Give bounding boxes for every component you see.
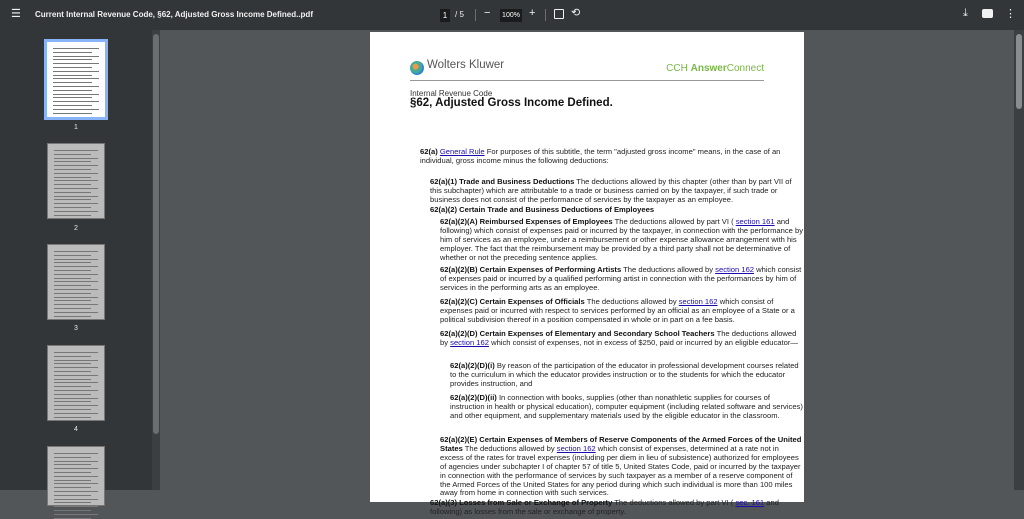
thumbnail-text-line bbox=[53, 59, 92, 60]
thumbnail-label: 3 bbox=[74, 325, 78, 332]
section-link[interactable]: sec. 161 bbox=[735, 498, 765, 507]
section-text: which consist of expenses, determined at a rate not in excess of the rates for travel expenses (including per diem in lieu of subsistence) authorized for employees of agencies under subchapter I of chapter 57 of title 5, United States Code, paid or incurred by the taxpayer in connection with the performance of services by such taxpayer as a member of a reserve component of the Armed Forces of the United States for any period during which such individual is more than 100 miles away from home in connection with such services. bbox=[440, 443, 801, 498]
thumbnail-text-line bbox=[54, 158, 98, 159]
section-paragraph bbox=[430, 499, 804, 517]
section-paragraph bbox=[420, 148, 800, 166]
section-text: and following) which consist of expenses paid or incurred by the taxpayer, in connection with the performance by him of services as an employee, under a reimbursement or other expense allowance arrangement with his employer. The fact that the reimbursement may be provided by a third party shall not be determinative of whether or not the preceding sentence applies. bbox=[440, 217, 804, 262]
thumbnail-text-line bbox=[54, 203, 98, 204]
section-label: 62(a)(2)(E) Certain Expenses of Members of Reserve Components of the Armed Forces of the United States bbox=[440, 435, 802, 453]
thumbnail-text-line bbox=[54, 308, 91, 309]
thumbnail-text-line bbox=[54, 215, 91, 216]
section-paragraph bbox=[440, 298, 804, 325]
thumbnail-page-2[interactable] bbox=[47, 143, 105, 219]
thumbnail-text-line bbox=[54, 510, 91, 511]
thumbnail-text-line bbox=[54, 278, 91, 279]
thumbnail-text-line bbox=[53, 75, 92, 76]
thumbnail-text-line bbox=[54, 401, 91, 402]
zoom-out-button[interactable]: − bbox=[484, 7, 491, 19]
thumbnail-text-line bbox=[54, 173, 98, 174]
thumbnail-text-line bbox=[54, 270, 91, 271]
thumbnail-text-line bbox=[54, 165, 98, 166]
thumbnail-text-line bbox=[54, 293, 91, 294]
thumbnail-text-line bbox=[54, 289, 98, 290]
rotate-icon[interactable]: ⟲ bbox=[571, 7, 581, 19]
thumbnail-text-line bbox=[54, 502, 91, 503]
section-paragraph bbox=[430, 206, 804, 215]
section-label: 62(a)(2)(D)(i) bbox=[450, 361, 495, 370]
thumbnail-text-line bbox=[53, 67, 92, 68]
section-label: 62(a)(2)(D) Certain Expenses of Elementary and Secondary School Teachers bbox=[440, 329, 715, 338]
thumbnail-text-line bbox=[54, 506, 98, 507]
thumbnail-text-line bbox=[54, 518, 91, 519]
section-label: 62(a)(2)(B) Certain Expenses of Performing Artists bbox=[440, 265, 622, 274]
thumbnail-text-line bbox=[53, 52, 92, 53]
thumbnail-text-line bbox=[54, 413, 98, 414]
section-link[interactable]: section 161 bbox=[735, 217, 775, 226]
thumbnail-text-line bbox=[54, 468, 98, 469]
section-label: 62(a)(2)(A) Reimbursed Expenses of Employees bbox=[440, 217, 613, 226]
logo-right bbox=[666, 65, 764, 74]
section-text: The deductions allowed by this chapter (other than by part VII of this subchapter) which are attributable to a trade or business carried on by the taxpayer, if such trade or business does not consist of the performance of services by the taxpayer as an employee. bbox=[430, 177, 792, 204]
section-label: 62(a)(1) Trade and Business Deductions bbox=[430, 177, 575, 186]
thumbnail-text-line bbox=[54, 476, 98, 477]
thumbnail-label: 2 bbox=[74, 225, 78, 232]
thumbnail-text-line bbox=[54, 367, 98, 368]
zoom-in-button[interactable]: + bbox=[529, 7, 536, 19]
thumbnail-text-line bbox=[54, 199, 91, 200]
print-icon[interactable] bbox=[982, 9, 993, 18]
thumbnail-text-line bbox=[54, 405, 98, 406]
section-text: which consist of expenses paid or incurred with respect to services performed by an official as an employee of a State or a political subdivision thereof in a position compensated in whole or in part on a fee basis. bbox=[440, 297, 795, 324]
thumbnail-label: 4 bbox=[74, 426, 78, 433]
section-link[interactable]: General Rule bbox=[439, 147, 485, 156]
thumbnail-text-line bbox=[53, 82, 92, 83]
section-label: 62(a) bbox=[420, 147, 438, 156]
thumbnail-label: 1 bbox=[74, 124, 78, 131]
thumbnail-text-line bbox=[53, 90, 92, 91]
thumbnail-page-4[interactable] bbox=[47, 345, 105, 421]
thumbnail-text-line bbox=[54, 483, 98, 484]
thumbnail-text-line bbox=[54, 379, 91, 380]
header-rule bbox=[410, 80, 764, 81]
thumbnail-text-line bbox=[54, 274, 98, 275]
hamburger-icon[interactable]: ☰ bbox=[11, 8, 21, 20]
section-label: 62(a)(2)(D)(ii) bbox=[450, 393, 497, 402]
section-text: which consist of expenses, not in excess of $250, paid or incurred by an eligible educator— bbox=[488, 337, 798, 347]
thumbnail-text-line bbox=[53, 86, 99, 87]
thumbnail-text-line bbox=[54, 255, 91, 256]
section-paragraph bbox=[430, 178, 804, 205]
section-text: The deductions allowed by bbox=[462, 443, 557, 453]
thumbnail-text-line bbox=[54, 192, 91, 193]
thumbnail-text-line bbox=[53, 78, 99, 79]
thumbnail-text-line bbox=[53, 97, 92, 98]
thumbnail-text-line bbox=[54, 514, 98, 515]
thumbnail-text-line bbox=[54, 154, 91, 155]
thumbnail-page-1[interactable] bbox=[44, 39, 108, 120]
thumbnail-text-line bbox=[54, 491, 98, 492]
doc-kicker: Internal Revenue Code bbox=[410, 89, 493, 98]
thumbnail-text-line bbox=[54, 495, 91, 496]
divider bbox=[475, 9, 476, 21]
thumbnail-text-line bbox=[54, 398, 98, 399]
document-title: Current Internal Revenue Code, §62, Adjusted Gross Income Defined..pdf bbox=[35, 10, 313, 19]
thumbnail-text-line bbox=[53, 63, 99, 64]
thumbnail-text-line bbox=[54, 360, 98, 361]
section-link[interactable]: section 162 bbox=[556, 443, 596, 453]
thumbnail-text-line bbox=[54, 394, 91, 395]
section-text: The deductions allowed by bbox=[621, 265, 716, 274]
wolters-kluwer-logo-icon bbox=[410, 61, 424, 75]
thumbnail-text-line bbox=[54, 390, 98, 391]
section-paragraph bbox=[440, 436, 804, 498]
section-text: The deductions allowed by part VI ( bbox=[612, 217, 736, 226]
section-paragraph bbox=[440, 266, 804, 293]
thumbnail-text-line bbox=[54, 352, 98, 353]
section-text: The deductions allowed by bbox=[584, 297, 679, 306]
thumbnail-text-line bbox=[54, 363, 91, 364]
toolbar bbox=[0, 0, 1024, 30]
thumbnail-text-line bbox=[54, 453, 98, 454]
section-paragraph bbox=[450, 394, 804, 421]
thumbnail-text-line bbox=[54, 207, 91, 208]
logo-connect: Connect bbox=[726, 63, 764, 74]
thumbnail-text-line bbox=[54, 161, 91, 162]
doc-title: §62, Adjusted Gross Income Defined. bbox=[410, 97, 613, 109]
thumbnail-text-line bbox=[54, 177, 91, 178]
thumbnail-text-line bbox=[54, 461, 98, 462]
thumbnail-text-line bbox=[54, 262, 91, 263]
logo-answer: Answer bbox=[690, 63, 727, 74]
section-paragraph bbox=[450, 362, 804, 389]
thumbnail-text-line bbox=[54, 180, 98, 181]
thumbnail-text-line bbox=[54, 196, 98, 197]
thumbnail-text-line bbox=[54, 382, 98, 383]
thumbnail-text-line bbox=[54, 386, 91, 387]
section-text: For purposes of this subtitle, the term "adjusted gross income" means, in the case of an individual, gross income minus the following deductions: bbox=[420, 147, 781, 165]
thumbnail-text-line bbox=[54, 259, 98, 260]
thumbnail-text-line bbox=[54, 312, 98, 313]
thumbnail-text-line bbox=[54, 480, 91, 481]
thumbnail-text-line bbox=[54, 356, 91, 357]
section-link[interactable]: section 162 bbox=[450, 337, 489, 347]
thumbnail-text-line bbox=[54, 184, 91, 185]
thumbnail-text-line bbox=[54, 281, 98, 282]
thumbnail-text-line bbox=[53, 113, 92, 114]
thumbnail-text-line bbox=[54, 188, 98, 189]
thumbnail-text-line bbox=[53, 105, 92, 106]
thumbnail-text-line bbox=[54, 316, 91, 317]
fit-page-icon[interactable] bbox=[554, 9, 564, 19]
main-scroll-thumb[interactable] bbox=[1016, 34, 1022, 109]
thumbnail-text-line bbox=[54, 150, 98, 151]
zoom-input[interactable]: 100% bbox=[500, 9, 522, 22]
section-label: 62(a)(3) Losses from Sale or Exchange of Property bbox=[430, 498, 613, 507]
section-text: and following) as losses from the sale or exchange of property. bbox=[430, 498, 779, 516]
section-link[interactable]: section 162 bbox=[715, 265, 755, 274]
divider bbox=[545, 9, 546, 21]
section-label: 62(a)(2) Certain Trade and Business Deductions of Employees bbox=[430, 205, 655, 214]
section-text: In connection with books, supplies (other than nonathletic supplies for courses of instruction in health or physical education), computer equipment (including related software and services) and other equipment, and supplementary materials used by the eligible educator in the classroom. bbox=[450, 393, 803, 420]
thumbnail-text-line bbox=[53, 94, 99, 95]
thumbnail-text-line bbox=[53, 71, 99, 72]
section-label: 62(a)(2)(C) Certain Expenses of Officials bbox=[440, 297, 585, 306]
section-paragraph bbox=[440, 330, 804, 348]
thumbnail-text-line bbox=[54, 169, 91, 170]
thumbnail-page-5[interactable] bbox=[47, 446, 105, 506]
download-icon[interactable]: ⤓ bbox=[963, 7, 968, 19]
thumbnail-text-line bbox=[54, 211, 98, 212]
sidebar-scrollbar[interactable] bbox=[152, 30, 160, 490]
thumbnail-text-line bbox=[54, 297, 98, 298]
thumbnail-text-line bbox=[54, 499, 98, 500]
thumbnail-text-line bbox=[54, 464, 91, 465]
logo-cch: CCH bbox=[666, 63, 688, 74]
more-vert-icon[interactable]: ⋮ bbox=[1005, 8, 1016, 20]
section-text: which consist of expenses paid or incurred by a qualified performing artist in connection with the performances by him of services in the performing arts as an employee. bbox=[440, 265, 802, 292]
section-text: By reason of the participation of the educator in professional development courses related to the curriculum in which the educator provides instruction or to the students for which the educator provides instruction, and bbox=[450, 361, 799, 388]
thumbnail-text-line bbox=[54, 409, 91, 410]
thumbnail-text-line bbox=[53, 101, 99, 102]
sidebar-scroll-thumb[interactable] bbox=[153, 34, 159, 434]
thumbnail-page-3[interactable] bbox=[47, 244, 105, 320]
thumbnail-text-line bbox=[54, 371, 91, 372]
section-link[interactable]: section 162 bbox=[678, 297, 718, 306]
thumbnail-text-line bbox=[54, 472, 91, 473]
pdf-page bbox=[370, 32, 804, 516]
logo-left: Wolters Kluwer bbox=[427, 59, 505, 71]
page-total: / 5 bbox=[455, 10, 464, 19]
section-text: The deductions allowed by part VI ( bbox=[612, 498, 736, 507]
thumbnail-text-line bbox=[54, 487, 91, 488]
thumbnail-text-line bbox=[54, 300, 91, 301]
thumbnail-text-line bbox=[54, 375, 98, 376]
thumbnail-text-line bbox=[53, 48, 99, 49]
page-number-input[interactable]: 1 bbox=[440, 9, 450, 22]
section-text: The deductions allowed by bbox=[440, 329, 797, 347]
thumbnail-text-line bbox=[54, 457, 91, 458]
thumbnail-text-line bbox=[54, 304, 98, 305]
thumbnail-text-line bbox=[54, 251, 98, 252]
thumbnail-text-line bbox=[54, 417, 91, 418]
thumbnail-text-line bbox=[54, 285, 91, 286]
thumbnail-text-line bbox=[53, 109, 99, 110]
thumbnail-text-line bbox=[53, 56, 99, 57]
section-paragraph bbox=[440, 218, 804, 263]
thumbnail-text-line bbox=[54, 266, 98, 267]
